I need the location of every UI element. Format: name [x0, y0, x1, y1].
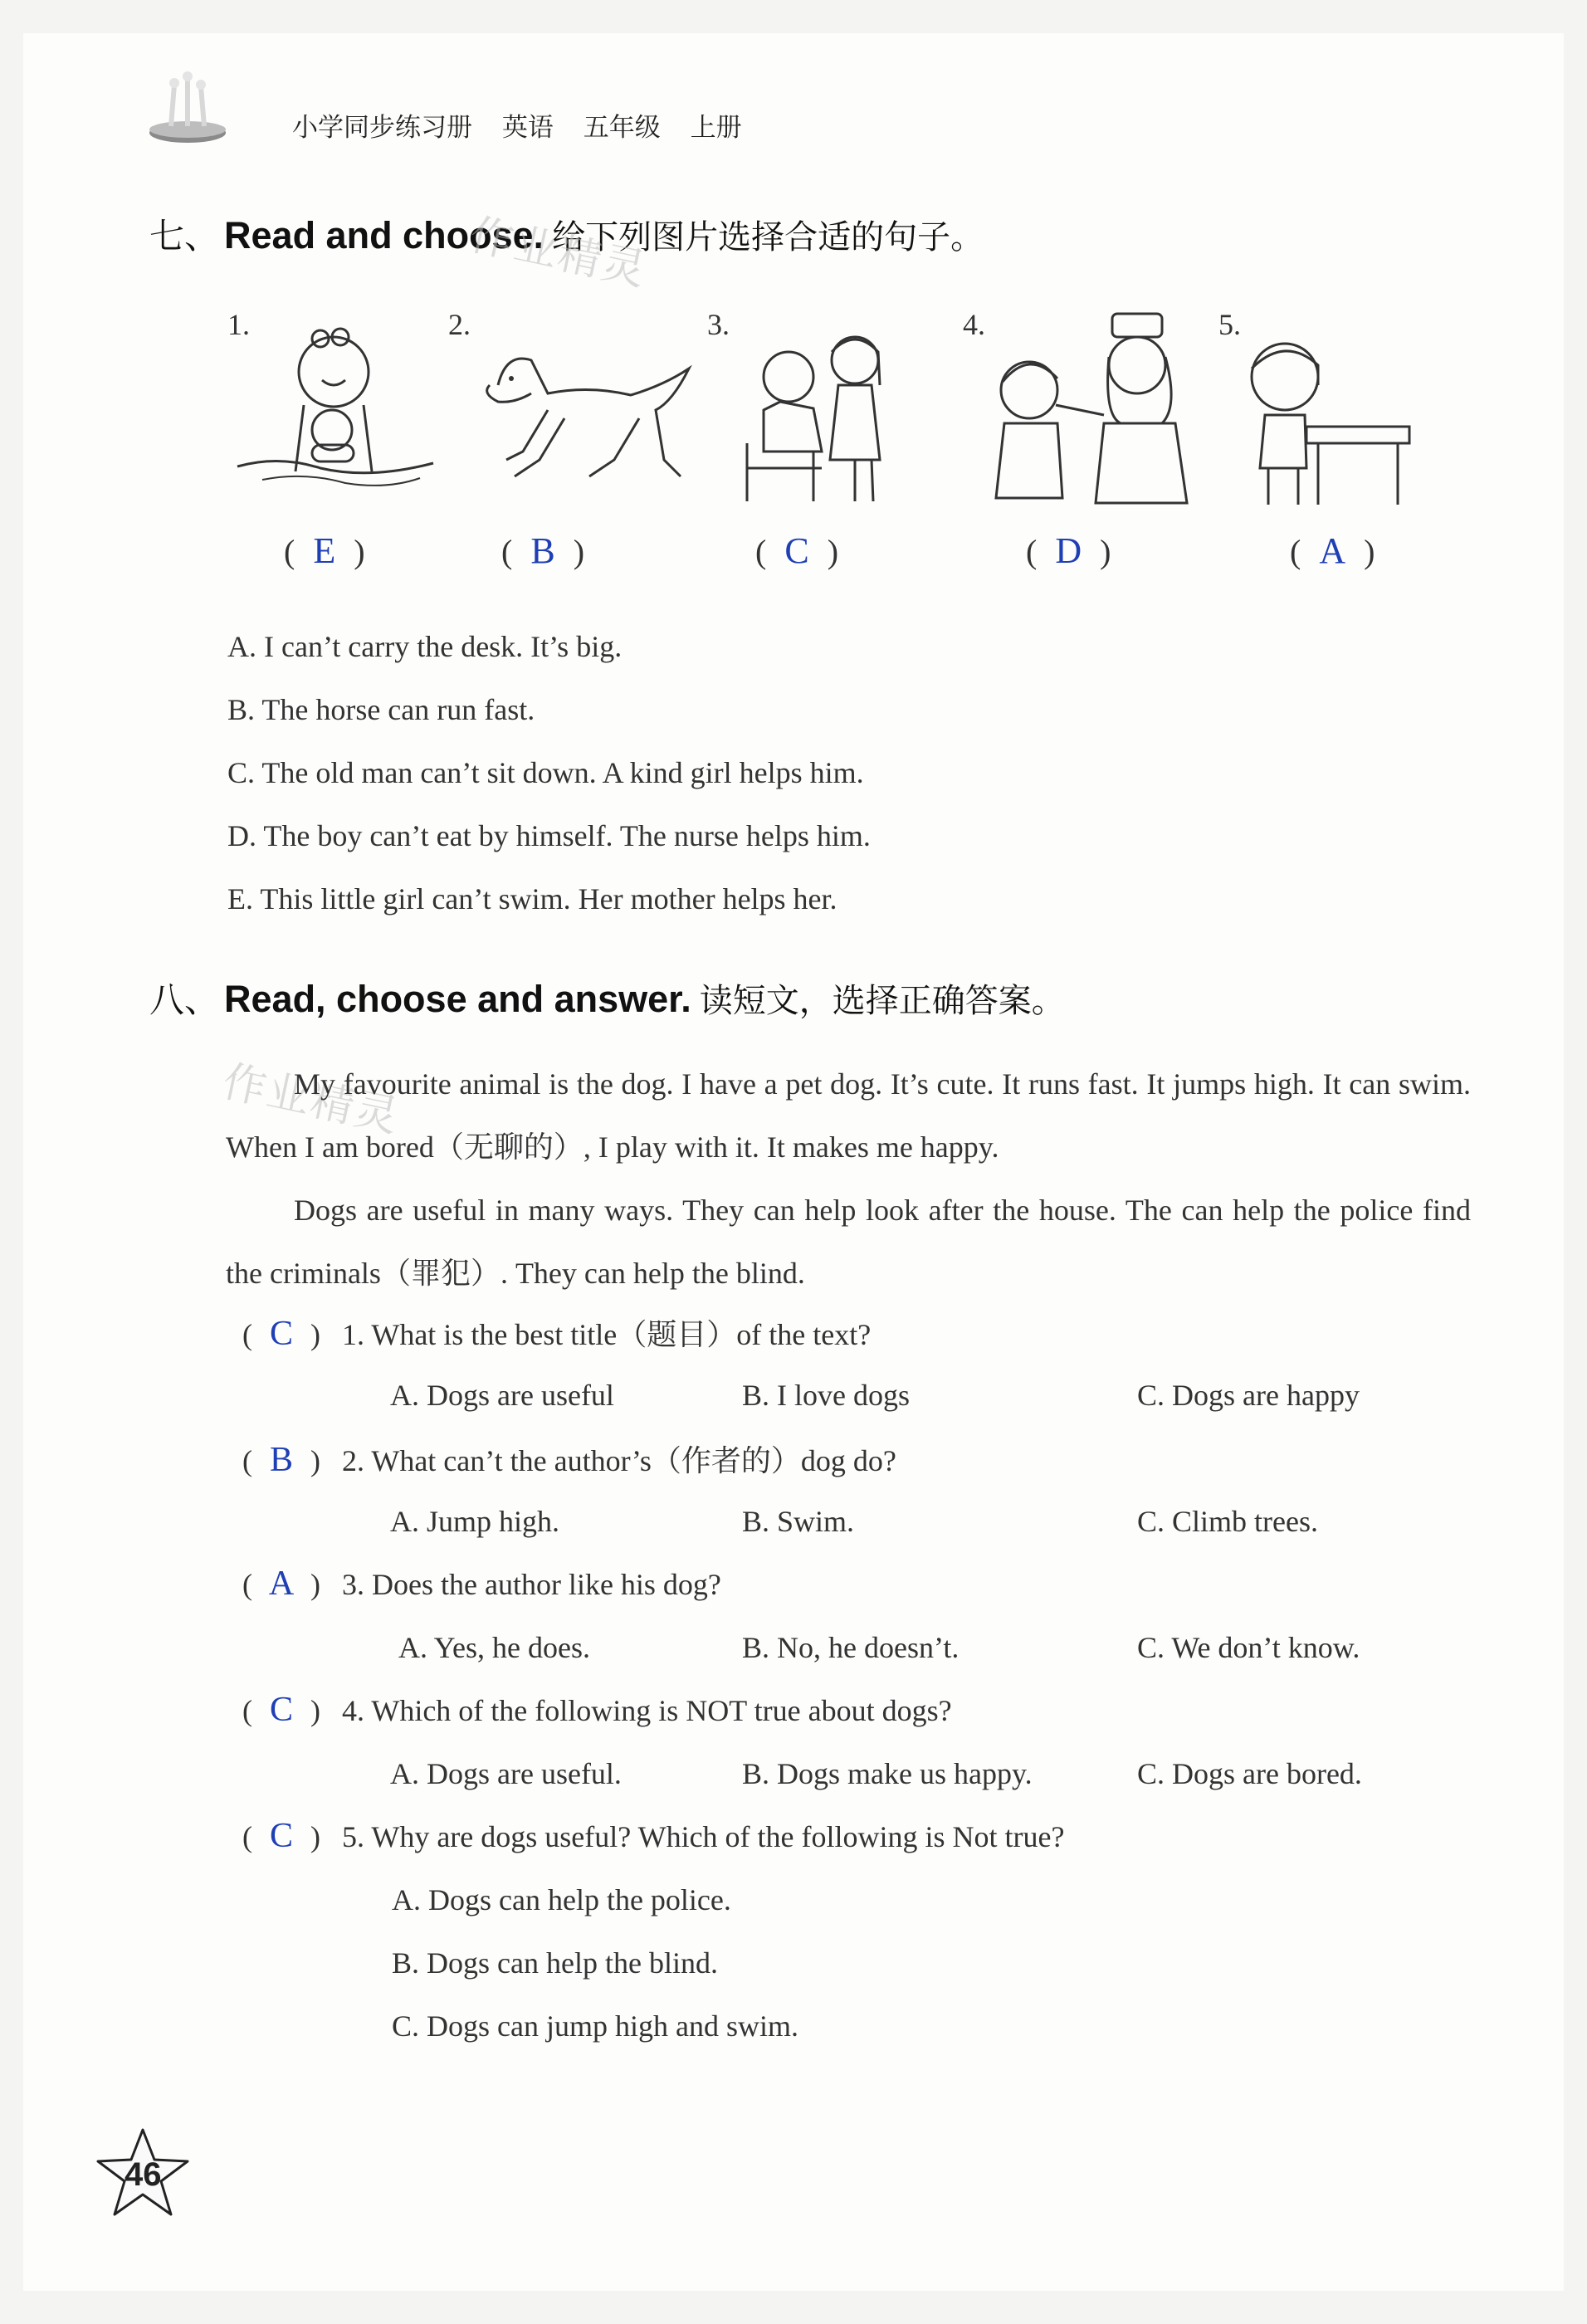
option-e: E. This little girl can’t swim. Her mother helps her.	[227, 882, 837, 915]
question-5: ( C ) 5. Why are dogs useful? Which of the following is Not true?	[242, 1817, 1065, 1855]
old-man-girl-icon	[730, 319, 905, 505]
mother-girl-swimming-icon	[229, 314, 442, 505]
running-horse-icon	[473, 335, 697, 501]
choice: C. Dogs are bored.	[1137, 1757, 1362, 1790]
question-text: 1. What is the best title（题目）of the text?	[342, 1318, 872, 1351]
header-volume: 上册	[690, 113, 742, 143]
choice: B. Swim.	[742, 1505, 855, 1538]
question-4: ( C ) 4. Which of the following is NOT true about dogs?	[242, 1691, 952, 1729]
answer-letter: D	[1055, 530, 1082, 571]
boy-desk-icon	[1235, 335, 1418, 510]
choice: C. We don’t know.	[1137, 1631, 1360, 1664]
option-d: D. The boy can’t eat by himself. The nurse helps him.	[227, 819, 871, 852]
picture-number: 4.	[963, 308, 985, 341]
choice: A. Yes, he does.	[398, 1631, 591, 1664]
section8-title-cn: 读短文，选择正确答案。	[699, 982, 1065, 1020]
passage-text-2: Dogs are useful in many ways. They can help look after the house. The can help the police find the criminals（罪犯）. They can help the blind.	[226, 1194, 1471, 1290]
picture-number: 2.	[448, 308, 471, 341]
choice: A. Jump high.	[390, 1505, 560, 1538]
question-2: ( B ) 2. What can’t the author’s（作者的）dog do?	[242, 1441, 896, 1479]
picture-answer-1: ( E )	[284, 530, 365, 571]
passage-text-1: My favourite animal is the dog. I have a pet dog. It’s cute. It runs fast. It jumps high. It can swim. When I am bored（无聊的）, I play with it. It makes me happy.	[226, 1067, 1471, 1164]
choice: B. Dogs can help the blind.	[392, 1946, 718, 1980]
question-answer: B	[269, 1441, 293, 1479]
picture-number: 5.	[1218, 308, 1241, 341]
section8-title-en: Read, choose and answer.	[224, 978, 691, 1020]
choice: B. No, he doesn’t.	[742, 1631, 960, 1664]
book-logo-icon	[146, 68, 229, 148]
picture-answer-2: ( B )	[501, 530, 585, 571]
passage-paragraph-2	[226, 1179, 1471, 1305]
picture-answer-4: ( D )	[1026, 530, 1111, 571]
answer-letter: E	[313, 530, 336, 571]
nurse-feeding-boy-icon	[979, 307, 1204, 510]
question-text: 2. What can’t the author’s（作者的）dog do?	[342, 1444, 896, 1477]
choice: B. I love dogs	[742, 1379, 910, 1412]
picture-answer-3: ( C )	[755, 530, 839, 571]
answer-letter: C	[784, 530, 809, 571]
option-c: C. The old man can’t sit down. A kind girl helps him.	[227, 756, 864, 789]
section7-title-cn: 给下列图片选择合适的句子。	[552, 218, 984, 256]
picture-answer-5: ( A )	[1290, 530, 1375, 571]
question-text: 5. Why are dogs useful? Which of the following is Not true?	[342, 1820, 1065, 1853]
picture-number: 3.	[707, 308, 730, 341]
answer-letter: B	[530, 530, 555, 571]
passage-paragraph-1	[226, 1052, 1471, 1179]
header-series: 小学同步练习册	[292, 113, 472, 143]
choice: A. Dogs are useful	[390, 1379, 614, 1412]
choice: C. Climb trees.	[1137, 1505, 1318, 1538]
page-number: 46	[125, 2156, 162, 2193]
choice: A. Dogs can help the police.	[392, 1883, 731, 1916]
header-subject: 英语	[501, 113, 554, 143]
watermark: 作业精灵	[465, 210, 652, 296]
section8-number: 八、	[149, 979, 220, 1020]
option-a: A. I can’t carry the desk. It’s big.	[227, 630, 623, 663]
running-header	[292, 106, 764, 144]
question-text: 4. Which of the following is NOT true about dogs?	[342, 1694, 952, 1727]
question-answer: C	[269, 1315, 293, 1353]
picture-number: 1.	[227, 308, 250, 341]
choice: A. Dogs are useful.	[390, 1757, 622, 1790]
choice: B. Dogs make us happy.	[742, 1757, 1033, 1790]
option-b: B. The horse can run fast.	[227, 693, 535, 726]
choice: C. Dogs are happy	[1137, 1379, 1360, 1412]
question-answer: A	[268, 1565, 295, 1603]
header-grade: 五年级	[583, 113, 661, 143]
section8-title	[149, 973, 1065, 1023]
question-answer: C	[269, 1691, 293, 1729]
question-3: ( A ) 3. Does the author like his dog?	[242, 1565, 721, 1603]
choice: C. Dogs can jump high and swim.	[392, 2009, 798, 2043]
answer-letter: A	[1319, 530, 1346, 571]
watermark: 作业精灵	[217, 1057, 404, 1143]
section7-number: 七、	[149, 216, 220, 256]
section7-title-en: Read and choose.	[224, 214, 544, 256]
question-text: 3. Does the author like his dog?	[342, 1568, 721, 1601]
question-1: ( C ) 1. What is the best title（题目）of the text?	[242, 1315, 872, 1353]
question-answer: C	[269, 1817, 293, 1855]
